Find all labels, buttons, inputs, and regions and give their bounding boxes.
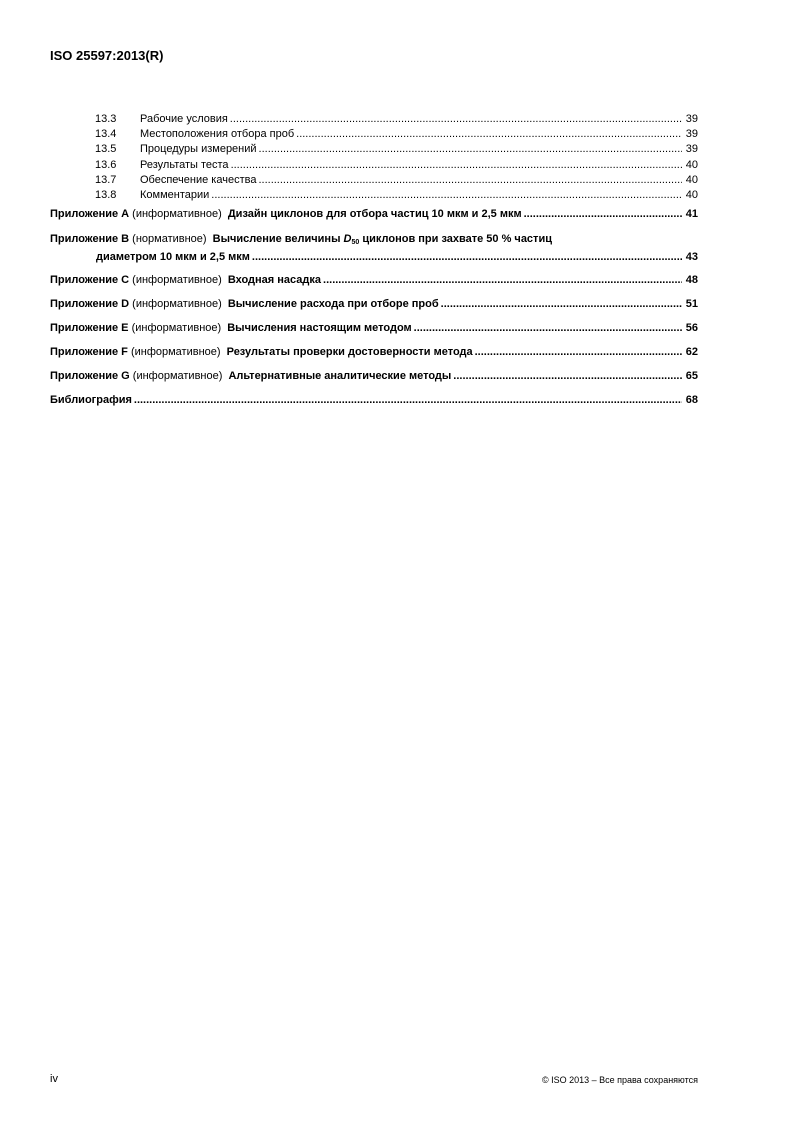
annex-kind: (информативное) [132,298,222,311]
bibliography-title: Библиография [50,394,132,407]
toc-entry-bibliography[interactable] [50,393,698,408]
dot-leader [441,297,682,312]
annex-kind: (информативное) [132,208,222,221]
toc-entry-annex-g[interactable] [50,369,698,384]
section-title: Местоположения отбора проб [140,128,295,141]
dot-leader [259,142,682,157]
section-title: Процедуры измерений [140,143,257,156]
toc-entry-annex-c[interactable] [50,273,698,288]
toc-entry-annex-a[interactable] [50,207,698,222]
section-number: 13.5 [95,143,117,156]
page-number: 39 [685,143,698,156]
annex-title: Альтернативные аналитические методы [228,370,452,383]
dot-leader [211,188,682,203]
toc-entry-annex-b[interactable] [50,232,698,264]
section-title: Комментарии [140,188,210,201]
toc-entry-13-3[interactable] [50,112,698,127]
dot-leader [453,369,682,384]
annex-title-part1: Вычисление величины [212,233,341,246]
dot-leader [134,393,682,408]
footer-copyright: © ISO 2013 – Все права сохраняются [541,1075,698,1085]
section-number: 13.8 [95,188,117,201]
dot-leader [231,158,682,173]
page-number: 56 [685,322,698,335]
page-number: 68 [685,394,698,407]
annex-label: Приложение G [50,370,130,383]
annex-label: Приложение C [50,274,130,287]
dot-leader [414,321,682,336]
annex-kind: (информативное) [132,370,223,383]
toc-entry-13-4[interactable] [50,127,698,142]
symbol-subscript: 50 [351,239,360,247]
toc-entry-13-8[interactable] [50,188,698,203]
dot-leader [475,345,682,360]
page-number: 40 [685,188,698,201]
annex-kind: (информативное) [132,274,222,287]
section-number: 13.6 [95,158,117,171]
annex-title: Вычисления настоящим методом [227,322,412,335]
dot-leader [230,112,682,127]
toc-entry-annex-d[interactable] [50,297,698,312]
section-number: 13.7 [95,173,117,186]
section-number: 13.3 [95,113,117,125]
toc-entry-annex-f[interactable] [50,345,698,360]
toc-entry-annex-e[interactable] [50,321,698,336]
annex-label: Приложение F [50,346,128,359]
table-of-contents [50,112,698,408]
footer-page-number: iv [50,1073,58,1085]
page-number: 43 [685,251,698,264]
page-number: 62 [685,346,698,359]
section-title: Результаты теста [140,158,229,171]
toc-entry-13-7[interactable] [50,173,698,188]
page-number: 40 [685,173,698,186]
annex-kind: (нормативное) [132,233,207,246]
symbol-d: D [343,233,352,246]
page-number: 39 [685,113,698,125]
dot-leader [524,207,682,222]
page-number: 65 [685,370,698,383]
annex-title: Дизайн циклонов для отбора частиц 10 мкм и 2,5 мкм [227,208,522,221]
annex-title-line2: диаметром 10 мкм и 2,5 мкм [96,251,250,264]
page-number: 39 [685,128,698,141]
section-title: Рабочие условия [140,113,228,125]
dot-leader [323,273,682,288]
annex-title: Входная насадка [227,274,322,287]
annex-label: Приложение A [50,208,130,221]
dot-leader [252,250,682,264]
dot-leader [296,127,682,142]
annex-label: Приложение D [50,298,130,311]
page-number: 48 [685,274,698,287]
section-number: 13.4 [95,128,117,141]
annex-kind: (информативное) [131,322,222,335]
annex-label: Приложение B [50,233,130,246]
page-number: 51 [685,298,698,311]
annex-title-part2: циклонов при захвате 50 % частиц [362,233,552,246]
page-number: 41 [685,208,698,221]
annex-kind: (информативное) [130,346,221,359]
toc-entry-13-6[interactable] [50,158,698,173]
annex-title: Результаты проверки достоверности метода [226,346,473,359]
dot-leader [258,173,682,188]
annex-label: Приложение E [50,322,129,335]
annex-title: Вычисление расхода при отборе проб [227,298,439,311]
page-number: 40 [685,158,698,171]
section-title: Обеспечение качества [140,173,257,186]
toc-entry-13-5[interactable] [50,142,698,157]
document-id: ISO 25597:2013(R) [50,48,164,63]
